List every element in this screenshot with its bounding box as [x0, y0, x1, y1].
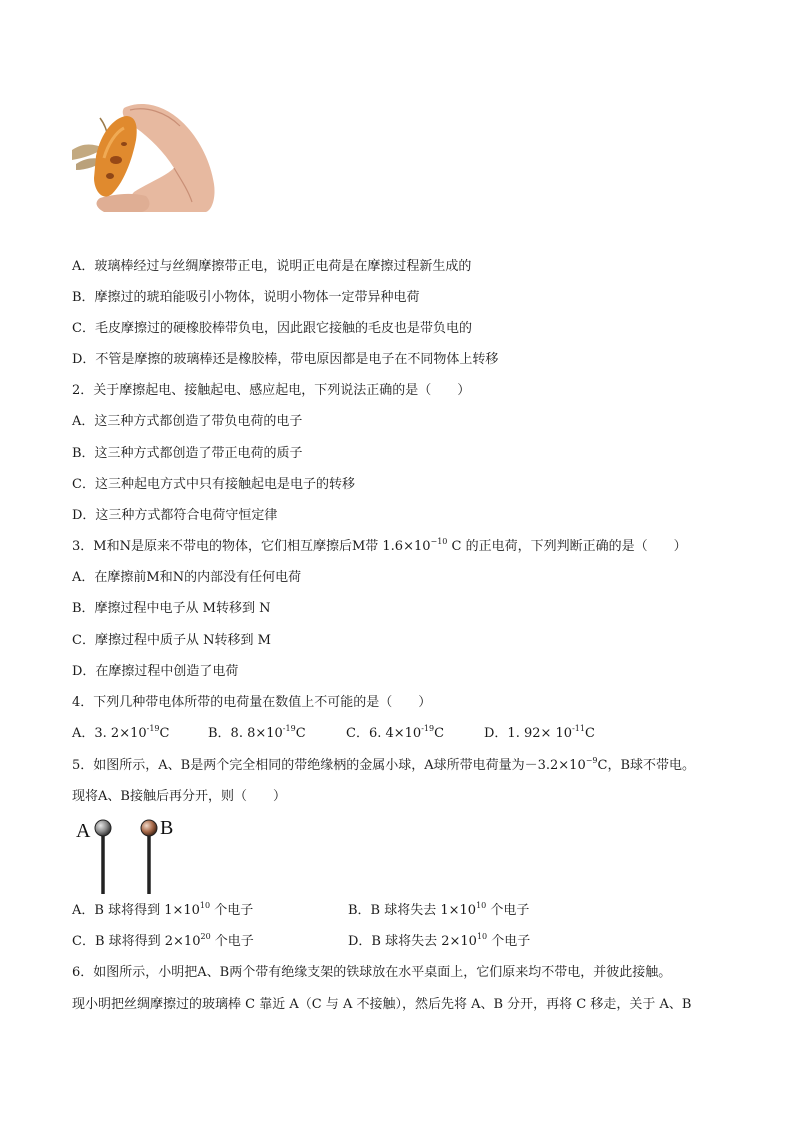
q2-option-a: A．这三种方式都创造了带负电荷的电子	[72, 414, 303, 429]
q5-stem: 5．如图所示，A、B是两个完全相同的带绝缘柄的金属小球，A球所带电荷量为$-3.2\times 10^{-9}C$，B球不带电。	[72, 755, 696, 773]
q1-option-a: A．玻璃棒经过与丝绸摩擦带正电，说明正电荷是在摩擦过程新生成的	[72, 259, 472, 274]
q3-option-b: B．摩擦过程中电子从 M转移到 N	[72, 601, 271, 616]
q5-option-b: B．B 球将失去 $1\times 10^{10}$ 个电子	[348, 900, 530, 918]
q6-stem-line2: 现小明把丝绸摩擦过的玻璃棒 C 靠近 A（C 与 A 不接触），然后先将 A、B 分开，再将 C 移走，关于 A、B	[72, 997, 692, 1012]
q5-option-a: A．B 球将得到 $1\times 10^{10}$ 个电子	[72, 900, 254, 918]
q3-option-c: C．摩擦过程中质子从 N转移到 M	[72, 633, 271, 648]
amber-photo	[70, 98, 216, 214]
q2-option-b: B．这三种方式都创造了带正电荷的质子	[72, 446, 303, 461]
q4-option-c: C．6. $4\times 10^{-19}C$	[346, 723, 445, 741]
q3-option-d: D．在摩擦过程中创造了电荷	[72, 664, 239, 679]
q2-stem: 2．关于摩擦起电、接触起电、感应起电，下列说法正确的是（ ）	[72, 383, 471, 398]
ball-a-label: A	[76, 820, 91, 842]
q6-stem-line1: 6．如图所示，小明把A、B两个带有绝缘支架的铁球放在水平桌面上，它们原来均不带电，并彼此接触。	[72, 965, 672, 980]
ball-a	[95, 820, 111, 836]
q1-option-b: B．摩擦过的琥珀能吸引小物体，说明小物体一定带异种电荷	[72, 290, 420, 305]
q3-stem: 3．M和N是原来不带电的物体，它们相互摩擦后M带 $1.6\times 10^{-10}$ C 的正电荷，下列判断正确的是（ ）	[72, 536, 687, 554]
q5-stem-line2: 现将A、B接触后再分开，则（ ）	[72, 789, 286, 804]
q1-option-d: D．不管是摩擦的玻璃棒还是橡胶棒，带电原因都是电子在不同物体上转移	[72, 352, 499, 367]
q2-option-d: D．这三种方式都符合电荷守恒定律	[72, 508, 278, 523]
q5-option-c: C．B 球将得到 $2\times 10^{20}$ 个电子	[72, 931, 254, 949]
ball-b-label: B	[160, 817, 174, 839]
q4-stem: 4．下列几种带电体所带的电荷量在数值上不可能的是（ ）	[72, 695, 432, 710]
q4-option-b: B．8. $8\times 10^{-19}C$	[208, 723, 306, 741]
metal-balls-figure	[72, 814, 192, 896]
q4-option-d: D．1. $92\times 10^{-11}C$	[484, 723, 595, 741]
q3-option-a: A．在摩擦前M和N的内部没有任何电荷	[72, 570, 302, 585]
q2-option-c: C．这三种起电方式中只有接触起电是电子的转移	[72, 477, 355, 492]
q1-option-c: C．毛皮摩擦过的硬橡胶棒带负电，因此跟它接触的毛皮也是带负电的	[72, 321, 472, 336]
q4-option-a: A．3. $2\times 10^{-19}C$	[72, 723, 170, 741]
ball-b	[141, 820, 157, 836]
q5-option-d: D．B 球将失去 $2\times 10^{10}$ 个电子	[348, 931, 531, 949]
